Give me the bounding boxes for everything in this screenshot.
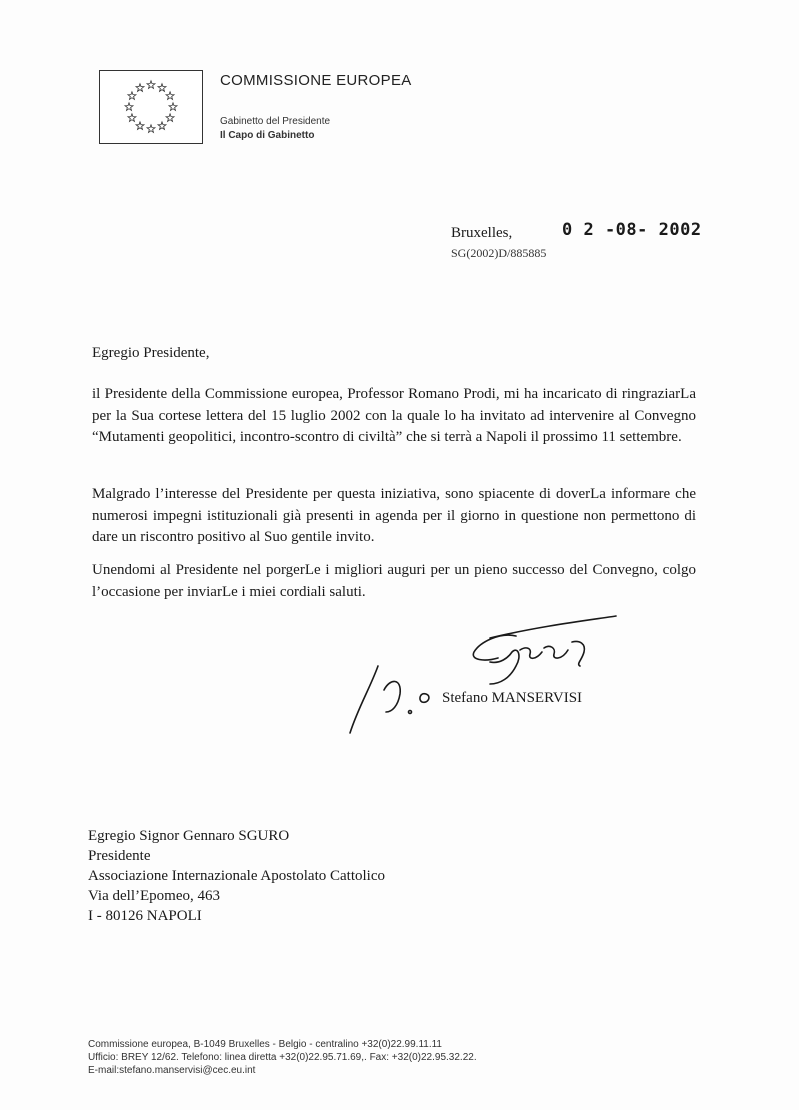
signer-name: Stefano MANSERVISI	[442, 690, 583, 706]
handwritten-signature	[340, 608, 630, 743]
date-stamp: 0 2 -08- 2002	[562, 220, 702, 240]
eu-flag-logo	[99, 70, 203, 144]
footer-office: Ufficio: BREY 12/62. Telefono: linea diretta +32(0)22.95.71.69,. Fax: +32(0)22.95.32.22.	[88, 1052, 477, 1063]
recipient-address	[88, 826, 385, 926]
star-icon	[166, 114, 174, 122]
star-icon	[128, 92, 136, 100]
body-paragraph: Malgrado l’interesse del Presidente per questa iniziativa, sono spiacente di doverLa informare che numerosi impegni istituzionali già presenti in agenda per il giorno in questione non permettono di dare un riscontro positivo al Suo gentile invito.	[92, 486, 696, 545]
eu-stars-icon	[100, 71, 202, 143]
recipient-street: Via dell’Epomeo, 463	[88, 888, 220, 904]
star-icon	[125, 103, 133, 111]
footer-email: E-mail:stefano.manservisi@cec.eu.int	[88, 1065, 256, 1076]
body-paragraph: Unendomi al Presidente nel porgerLe i migliori auguri per un pieno successo del Convegno, colgo l’occasione per inviarLe i miei cordiali saluti.	[92, 562, 696, 600]
star-icon	[136, 122, 144, 130]
star-icon	[136, 84, 144, 92]
footer-address: Commissione europea, B-1049 Bruxelles - Belgio - centralino +32(0)22.99.11.11	[88, 1039, 442, 1050]
recipient-city: I - 80126 NAPOLI	[88, 908, 202, 924]
recipient-title: Presidente	[88, 848, 151, 864]
star-icon	[158, 122, 166, 130]
recipient-organization: Associazione Internazionale Apostolato Cattolico	[88, 868, 385, 884]
body-paragraph: il Presidente della Commissione europea, Professor Romano Prodi, mi ha incaricato di ringraziarLa per la Sua cortese lettera del 15 luglio 2002 con la quale lo ha invitato ad intervenire al Convegno “Mutamenti geopolitici, incontro-scontro di civiltà” che si terrà a Napoli il prossimo 11 settembre.	[92, 386, 696, 445]
star-icon	[158, 84, 166, 92]
date-city: Bruxelles,	[451, 225, 513, 241]
star-icon	[147, 125, 155, 133]
star-icon	[166, 92, 174, 100]
office-name: Gabinetto del Presidente	[220, 116, 331, 127]
star-icon	[147, 81, 155, 89]
recipient-name: Egregio Signor Gennaro SGURO	[88, 828, 290, 844]
star-icon	[169, 103, 177, 111]
office-role: Il Capo di Gabinetto	[220, 130, 315, 141]
salutation: Egregio Presidente,	[92, 345, 210, 361]
star-icon	[128, 114, 136, 122]
reference-number: SG(2002)D/885885	[451, 246, 547, 260]
footer-contacts	[88, 1038, 477, 1077]
organization-name: COMMISSIONE EUROPEA	[220, 72, 412, 89]
